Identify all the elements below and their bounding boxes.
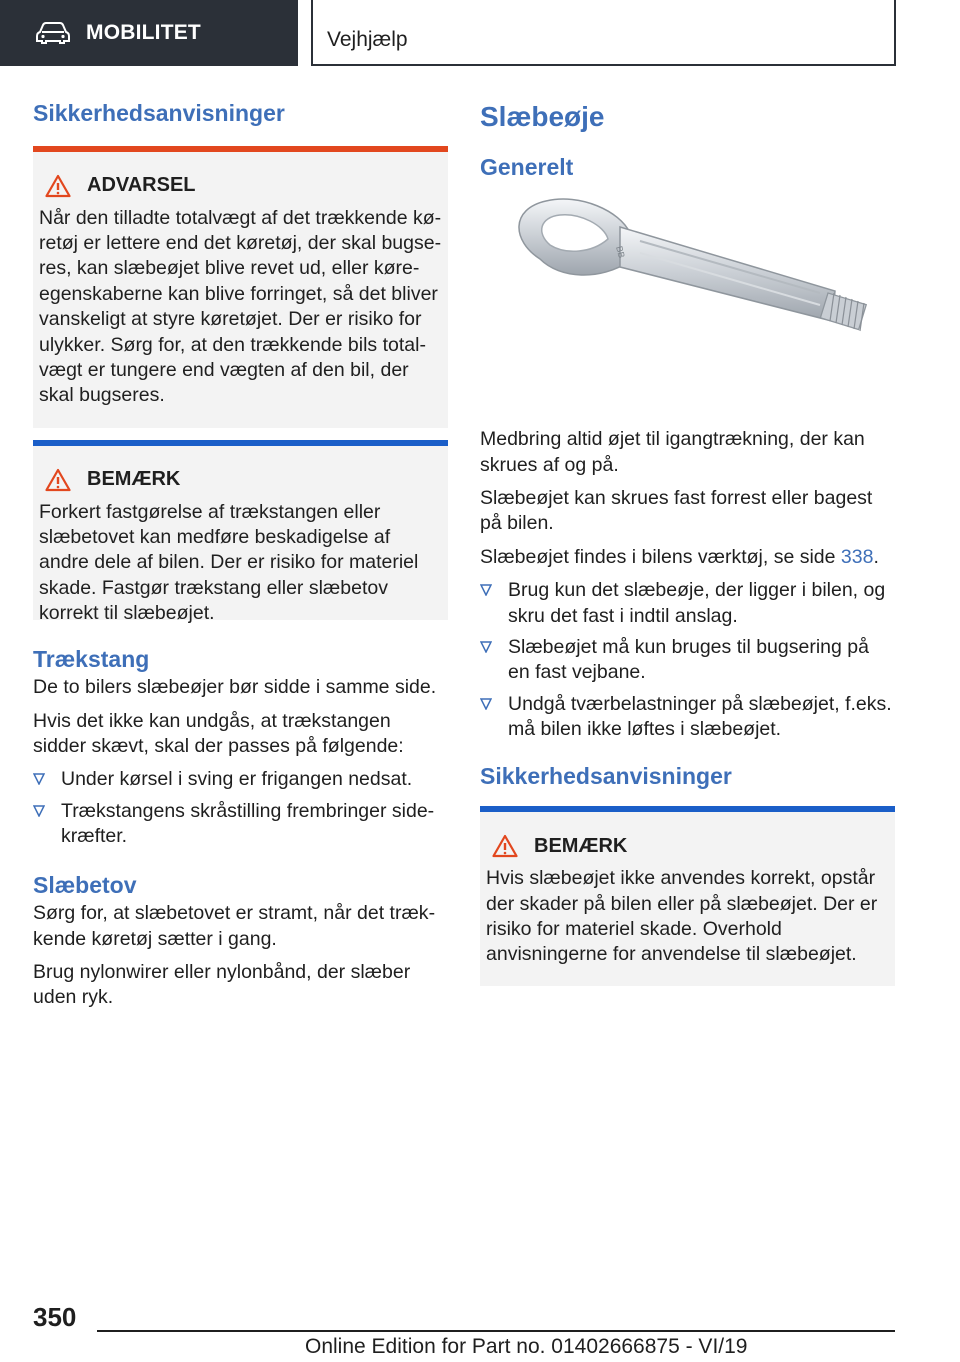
warning-triangle-icon [45,174,71,198]
list-item: Trækstangens skråstilling frembringer sidekræfter. [33,799,448,850]
bullet-triangle-icon [480,641,492,653]
caution-triangle-icon [492,834,518,858]
caution-text-left: Forkert fastgørelse af trækstangen eller slæbetovet kan medføre beskadigelse af andre dele af bilen. Der er risiko for materiel skade. Fastgør trækstang eller slæbetov korrekt til slæbeøjet. [39,500,419,625]
tow-eye-icon [480,181,895,411]
footer-divider [97,1330,895,1332]
bullet-triangle-icon [480,698,492,710]
tow-eye-illustration [480,181,895,411]
caution-label-right: BEMÆRK [534,834,628,857]
safety-heading-left: Sikkerhedsanvisninger [33,100,285,126]
edition-text: Online Edition for Part no. 01402666875 - VI/19 [305,1335,748,1358]
towbar-p2: Hvis det ikke kan undgås, at trækstangen sidder skævt, skal der passes på følgende: [33,709,404,757]
bullet-triangle-icon [33,805,45,817]
towbar-bullets [33,767,448,849]
section-tab [0,0,298,66]
left-column [33,100,448,1019]
caution-label-left: BEMÆRK [87,468,181,491]
towbar-p1: De to bilers slæbeøjer bør sidde i samme side. [33,676,437,699]
towbar-heading: Trækstang [33,645,150,672]
page-header [0,0,960,66]
towrope-p1: Sørg for, at slæbetovet er stramt, når det trækkende køretøj sætter i gang. [33,902,436,950]
page-reference-link[interactable]: 338 [840,545,874,568]
towrope-heading: Slæbetov [33,871,137,898]
warning-box [33,146,448,428]
list-item: Brug kun det slæbeøje, der ligger i bilen, og skru det fast i indtil anslag. [480,578,895,629]
car-icon [36,22,70,44]
general-heading: Generelt [480,153,574,180]
page-title: Slæbeøje [480,101,605,132]
chapter-title: Vejhjælp [311,0,896,66]
general-p2: Slæbeøjet kan skrues fast forrest eller bagest på bilen. [480,487,873,535]
page-number: 350 [33,1302,77,1332]
towrope-p2: Brug nylonwirer eller nylonbånd, der slæber uden ryk. [33,961,411,1009]
caution-header-right [486,834,889,858]
list-item: Undgå tværbelastninger på slæbeøjet, f.eks. må bilen ikke løftes i slæbeøjet. [480,692,895,743]
safety-heading-right: Sikkerhedsanvisninger [480,762,732,789]
general-p1: Medbring altid øjet til igangtrækning, der kan skrues af og på. [480,428,865,476]
list-item: Under kørsel i sving er frigangen nedsat. [33,767,448,792]
general-p3: Slæbeøjet findes i bilens værktøj, se side 338. [480,545,879,568]
tow-eye-bullets [480,578,895,742]
warning-label: ADVARSEL [87,174,196,197]
warning-text: Når den tilladte totalvægt af det trækkende køretøj er lettere end det køretøj, der skal bugseres, kan slæbeøjet blive revet ud, eller køreegenskaberne kan blive forringet, så det bliver vanskeligt at styre køretøjet. Der er risiko for ulykker. Sørg for, at den trækkende bils totalvægt er tungere end vægten af den bil, der skal bugseres. [39,206,442,407]
warning-header [39,174,442,198]
caution-header-left [39,468,442,492]
section-title: MOBILITET [86,21,201,44]
caution-box-right [480,806,895,986]
caution-box-left [33,440,448,625]
right-column [480,100,895,986]
bullet-triangle-icon [480,584,492,596]
list-item: Slæbeøjet må kun bruges til bugsering på en fast vejbane. [480,635,895,686]
caution-text-right: Hvis slæbeøjet ikke anvendes korrekt, opstår der skader på bilen eller på slæbeøjet. Der er risiko for materiel skade. Overhold anvisningerne for anvendelse til slæbeøjet. [486,867,878,966]
caution-triangle-icon [45,468,71,492]
svg-text:BB: BB [614,245,627,260]
bullet-triangle-icon [33,773,45,785]
